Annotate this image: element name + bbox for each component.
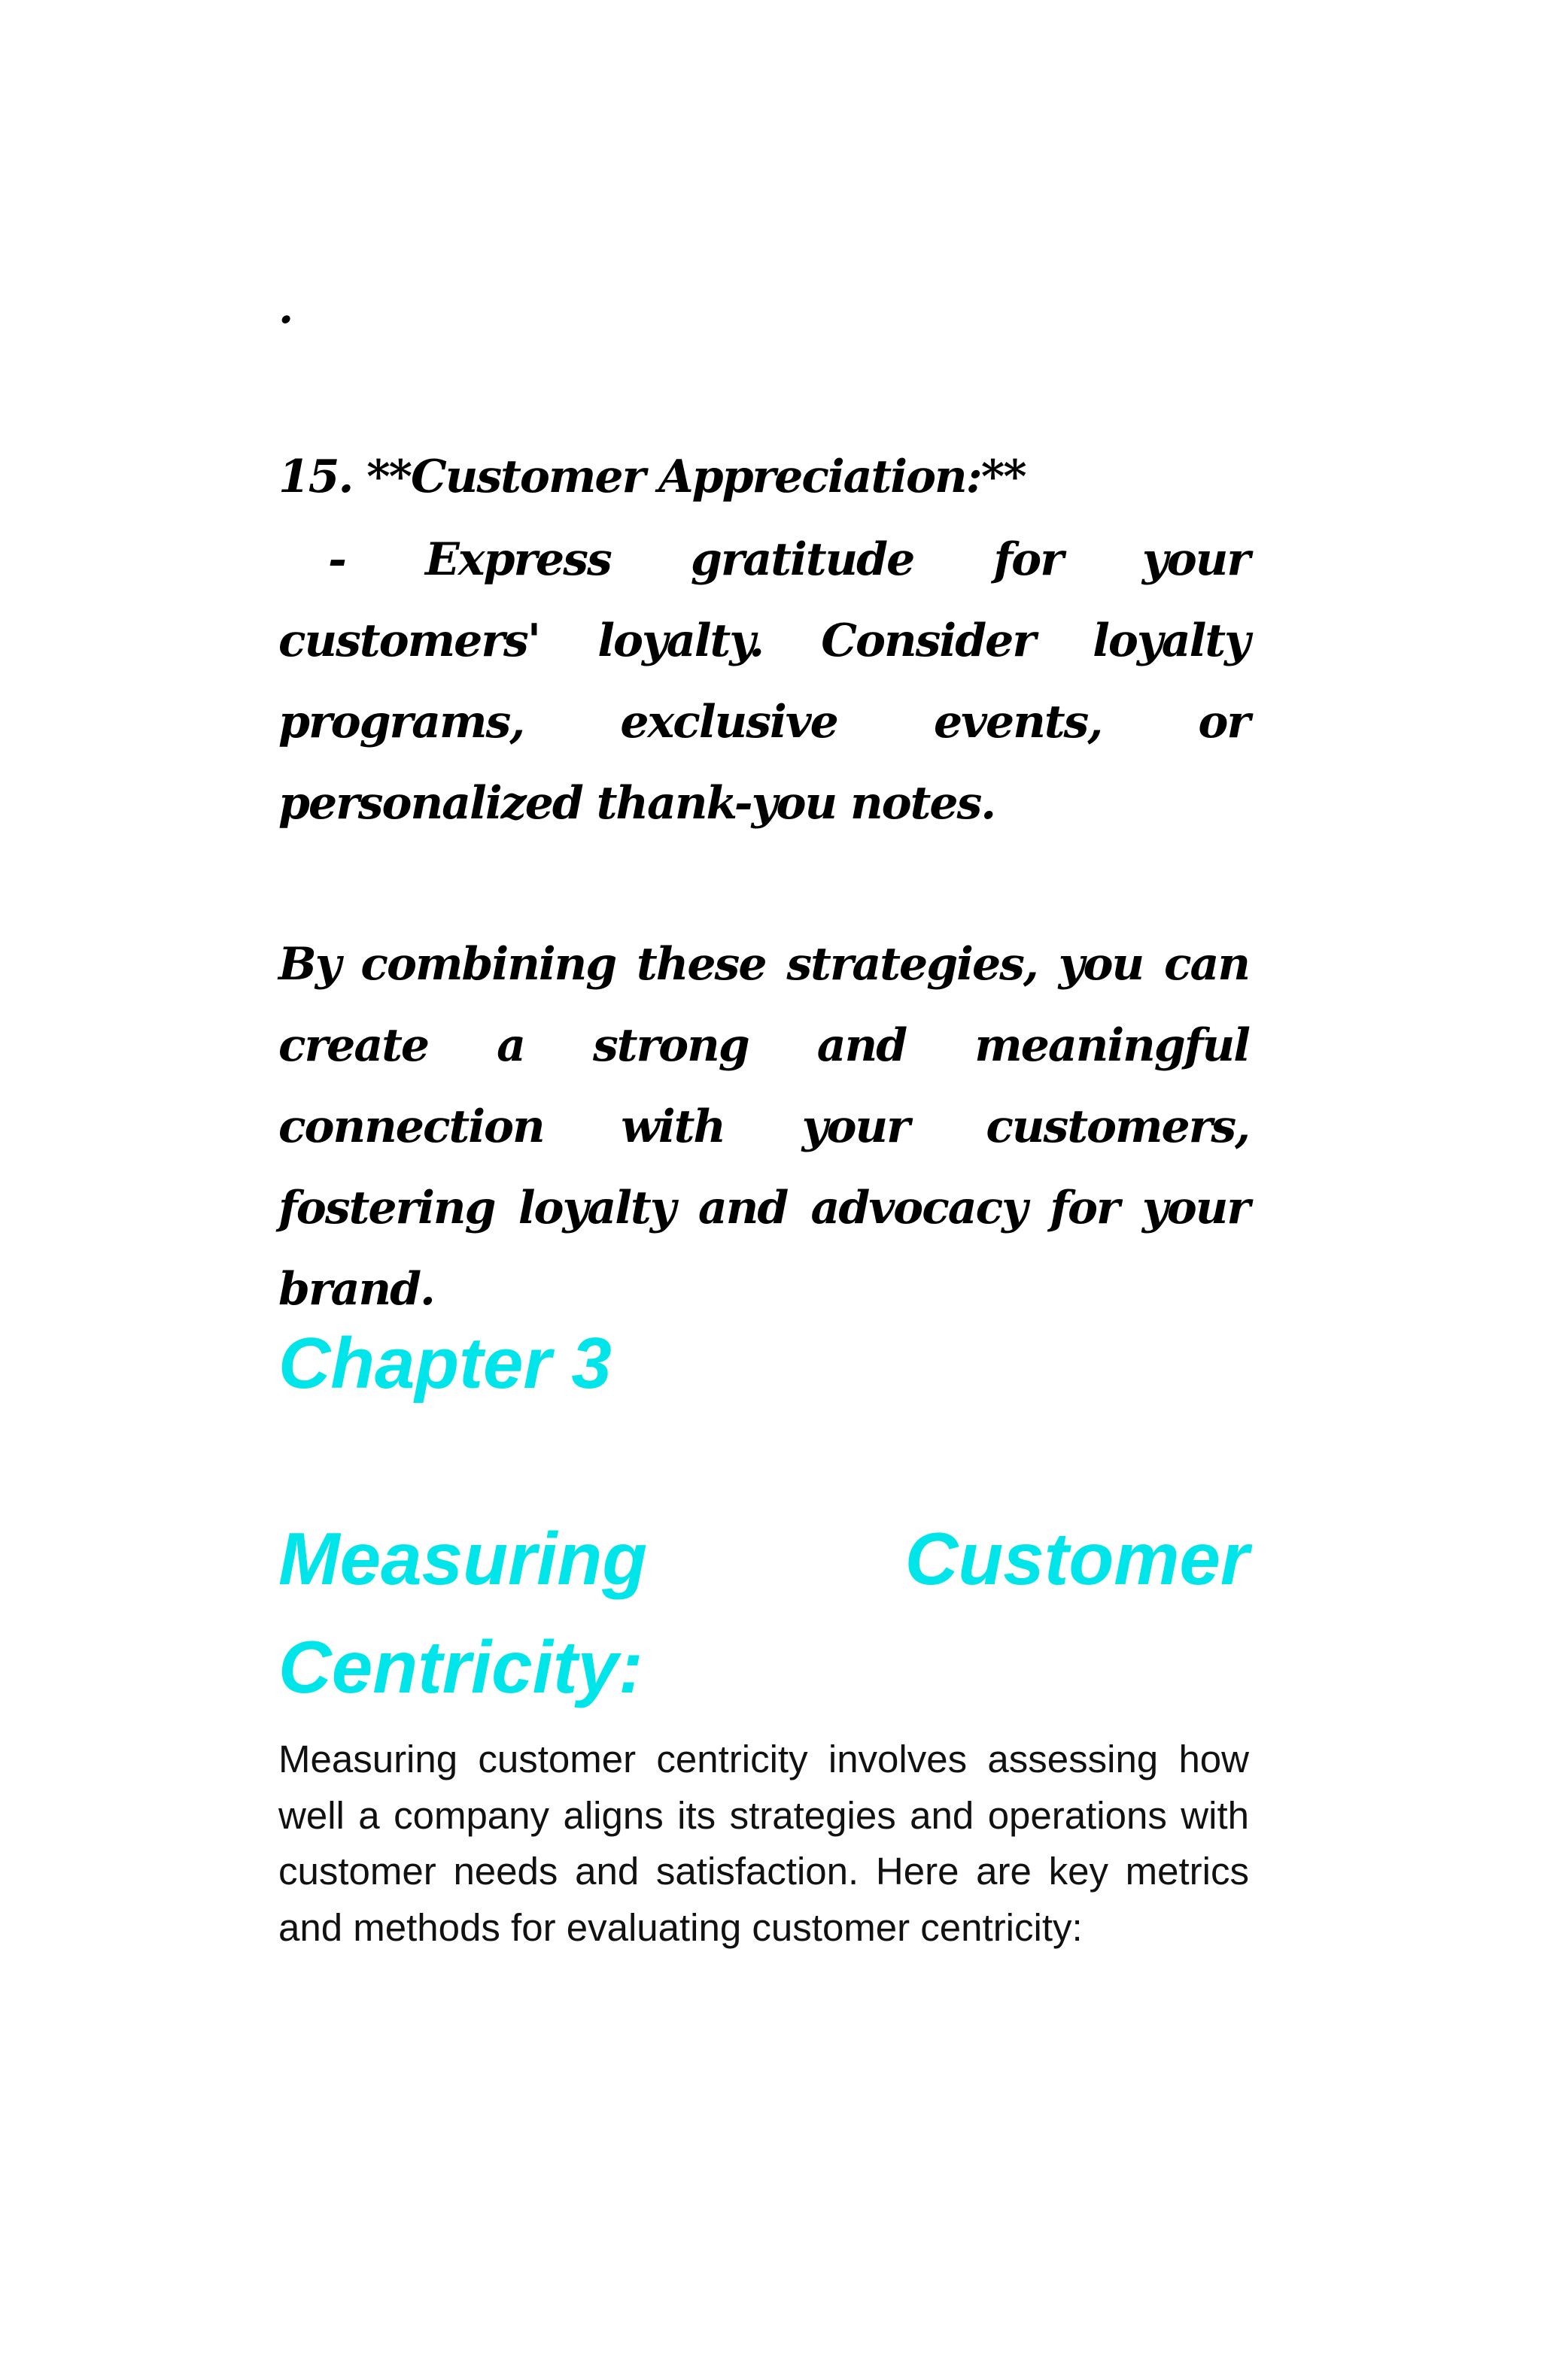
list-item-heading: 15. **Customer Appreciation:**: [278, 451, 1026, 503]
closing-paragraph: By combining these strategies, you can create a strong and meaningful connection with your customers, fostering loyalty and advocacy for your brand.: [278, 938, 1249, 1316]
document-page: [278, 0, 1249, 2380]
list-item-body: - Express gratitude for your customers' loyalty. Consider loyalty programs, exclusive events, or personalized thank-you notes.: [278, 533, 1249, 830]
chapter-label: Chapter 3: [278, 1323, 612, 1404]
intro-paragraph: Measuring customer centricity involves assessing how well a company aligns its strategies and operations with customer needs and satisfaction. Here are key metrics and methods for evaluating customer centricity:: [278, 1738, 1249, 1949]
bullet-dot: .: [278, 282, 294, 333]
chapter-title: Measuring Customer Centricity:: [278, 1517, 1249, 1708]
